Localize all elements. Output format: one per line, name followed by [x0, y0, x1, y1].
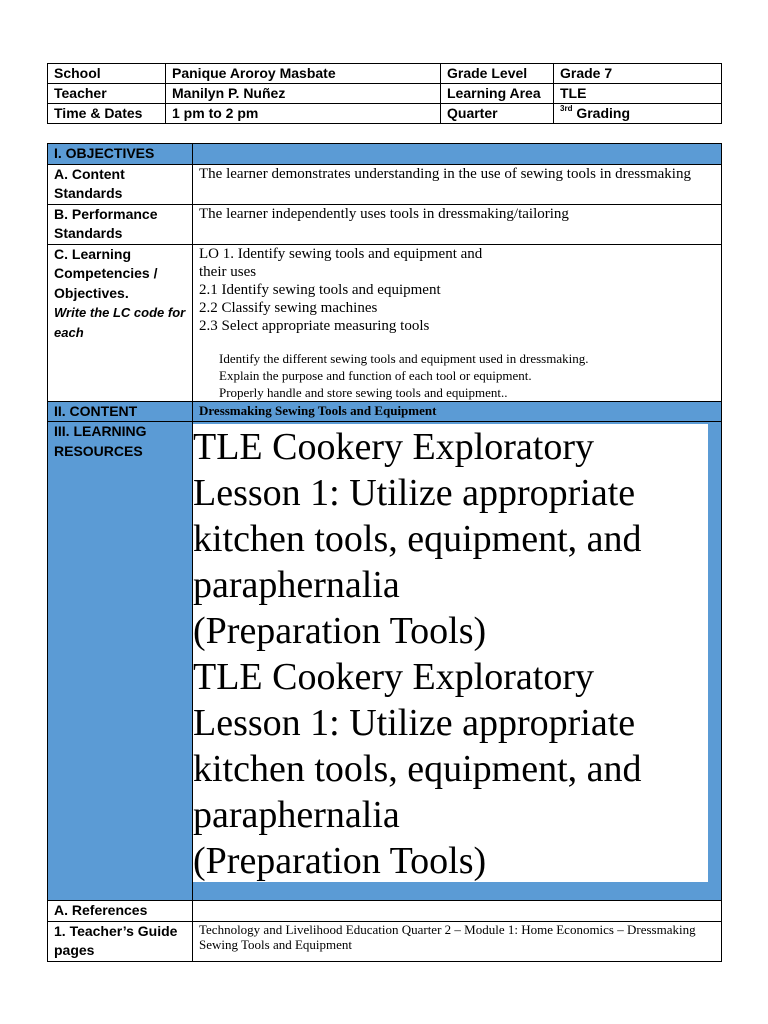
resource-text-line: (Preparation Tools): [193, 610, 487, 652]
competency-line: 2.3 Select appropriate measuring tools: [199, 317, 430, 334]
specific-objective: Explain the purpose and function of each tool or equipment.: [219, 367, 532, 383]
resource-text-line: Lesson 1: Utilize appropriate: [193, 472, 636, 514]
content-standards-label: A. Content Standards: [48, 164, 193, 204]
learning-area-label: Learning Area: [441, 84, 554, 104]
learning-resources-label: III. LEARNING RESOURCES: [48, 422, 193, 901]
content-standards-value: The learner demonstrates understanding in the use of sewing tools in dressmaking: [193, 164, 722, 204]
time-value: 1 pm to 2 pm: [166, 104, 441, 124]
specific-objectives: [199, 350, 715, 401]
resource-text-line: kitchen tools, equipment, and: [193, 748, 642, 790]
competency-line: 2.1 Identify sewing tools and equipment: [199, 281, 441, 298]
quarter-value-cell: [554, 104, 722, 124]
teacher-label: Teacher: [48, 84, 166, 104]
competencies-label: C. Learning Competencies / Objectives.: [54, 245, 158, 301]
learning-resources-cell: [193, 422, 722, 901]
competency-line: 2.2 Classify sewing machines: [199, 299, 378, 316]
resource-text-line: TLE Cookery Exploratory: [193, 656, 595, 698]
objectives-section-label: I. OBJECTIVES: [48, 144, 193, 165]
teacher-value: Manilyn P. Nuñez: [166, 84, 441, 104]
competencies-value: [193, 244, 722, 401]
resource-text-line: Lesson 1: Utilize appropriate: [193, 702, 636, 744]
teachers-guide-label: 1. Teacher’s Guide pages: [48, 921, 193, 961]
competencies-label-cell: [48, 244, 193, 401]
references-label: A. References: [48, 901, 193, 922]
quarter-label: Quarter: [441, 104, 554, 124]
quarter-number-sup: 3rd: [560, 104, 573, 113]
performance-standards-value: The learner independently uses tools in dressmaking/tailoring: [193, 204, 722, 244]
competency-line: their uses: [199, 263, 257, 280]
competencies-note: Write the LC code for each: [54, 305, 186, 340]
header-table: [47, 63, 722, 124]
quarter-value: Grading: [576, 105, 631, 121]
specific-objective: Properly handle and store sewing tools and equipment..: [219, 384, 508, 400]
objectives-section-fill: [193, 144, 722, 165]
resource-text-line: kitchen tools, equipment, and: [193, 518, 642, 560]
resource-text-line: paraphernalia: [193, 564, 400, 606]
competency-line: LO 1. Identify sewing tools and equipment and: [199, 245, 483, 262]
learning-resources-text: [193, 424, 708, 882]
resource-text-line: (Preparation Tools): [193, 840, 487, 882]
resource-text-line: paraphernalia: [193, 794, 400, 836]
school-label: School: [48, 64, 166, 84]
performance-standards-label: B. Performance Standards: [48, 204, 193, 244]
time-label: Time & Dates: [48, 104, 166, 124]
references-value: [193, 901, 722, 922]
resource-text-line: TLE Cookery Exploratory: [193, 426, 595, 468]
teachers-guide-value: Technology and Livelihood Education Quarter 2 – Module 1: Home Economics – Dressmaking Sewing Tools and Equipment: [193, 921, 722, 961]
school-value: Panique Aroroy Masbate: [166, 64, 441, 84]
lesson-plan-table: [47, 143, 722, 962]
content-label: II. CONTENT: [48, 401, 193, 422]
grade-level-label: Grade Level: [441, 64, 554, 84]
content-value: Dressmaking Sewing Tools and Equipment: [193, 401, 722, 422]
grade-level-value: Grade 7: [554, 64, 722, 84]
specific-objective: Identify the different sewing tools and equipment used in dressmaking.: [219, 350, 589, 366]
learning-area-value: TLE: [554, 84, 722, 104]
